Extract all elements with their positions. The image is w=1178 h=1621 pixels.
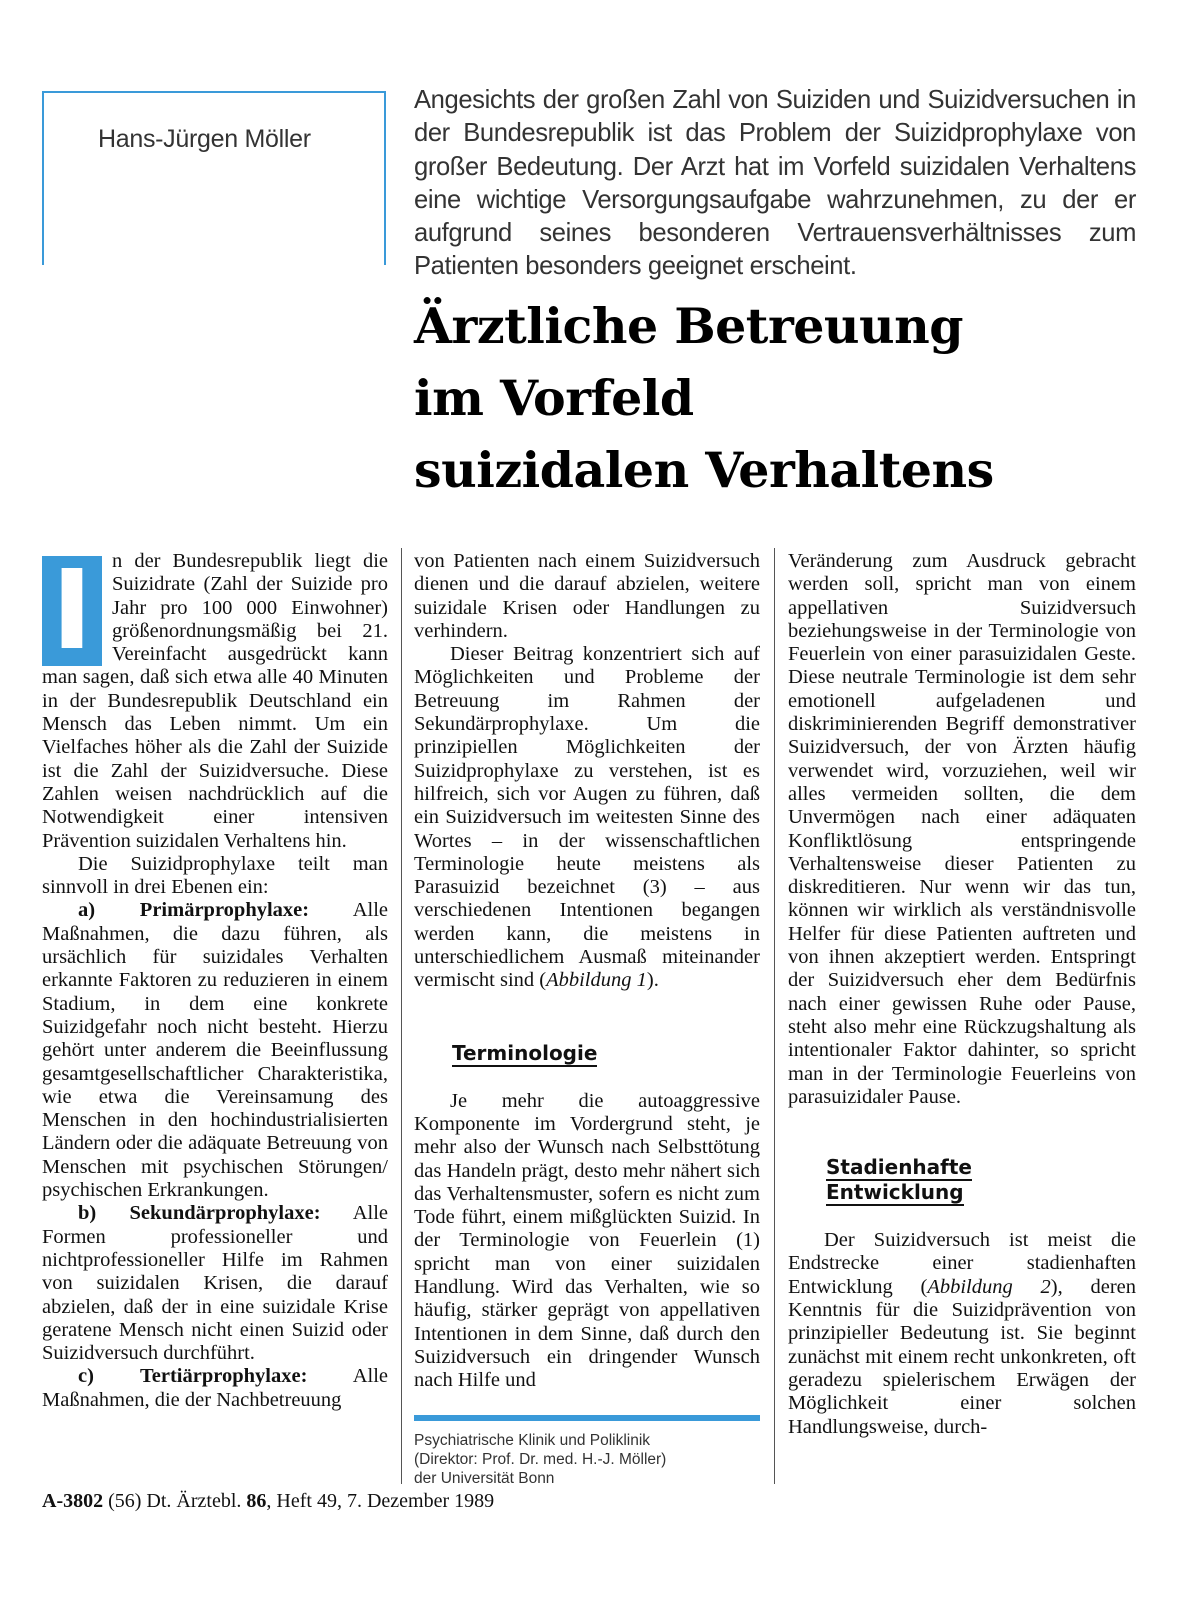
citation: (56) Dt. Ärztebl. bbox=[103, 1490, 247, 1512]
affiliation-line: (Direktor: Prof. Dr. med. H.-J. Möller) bbox=[414, 1450, 667, 1468]
paragraph-text: ). bbox=[646, 969, 659, 992]
body-paragraph: Die Suizidprophylaxe teilt man sinnvoll in drei Ebenen ein: bbox=[42, 852, 388, 899]
list-item-secondary bbox=[42, 1202, 388, 1365]
drop-cap bbox=[42, 546, 102, 674]
footnote-rule bbox=[414, 1415, 760, 1421]
list-item-primary bbox=[42, 899, 388, 1202]
paragraph-text: Dieser Beitrag konzentriert sich auf Möglichkeiten und Probleme der Betreuung im Rahmen der Sekundärprophylaxe. Um die prinzipiellen Möglichkeiten der Suizidprophylaxe zu verstehen, ist es hilfreich, sich vor Augen zu führen, daß ein Suizidversuch im weitesten Sinne des Wortes – in der wissenschaftlichen Terminologie heute meistens als Parasuizid bezeichnet (3) – aus verschiedenen Intentionen begangen werden kann, die meistens in unterschiedlichem Ausmaß miteinander vermischt sind ( bbox=[414, 643, 760, 992]
body-paragraph bbox=[414, 643, 760, 992]
body-paragraph: von Patienten nach einem Suizidversuch dienen und die darauf abzielen, weitere suizidale Krisen oder Handlungen zu verhindern. bbox=[414, 550, 760, 642]
heading-text: Stadienhafte bbox=[826, 1155, 972, 1180]
body-paragraph: n der Bundesrepublik liegt die Suizidrate (Zahl der Suizide pro Jahr pro 100 000 Einwohner) größenordnungsmäßig bei 21. Vereinfacht ausgedrückt kann man sagen, daß sich etwa alle 40 Minuten in der Bundesrepublik Deutschland ein Mensch das Leben nimmt. Um ein Vielfaches höher als die Zahl der Suizide ist die Zahl der Suizidversuche. Diese Zahlen weisen nachdrücklich auf die Notwendigkeit einer intensiven Prävention suizidalen Verhaltens hin. bbox=[42, 550, 388, 852]
section-heading bbox=[452, 1041, 760, 1066]
list-text: Alle Maßnahmen, die der Nachbetreuung bbox=[42, 1365, 388, 1411]
affiliation-line: der Universität Bonn bbox=[414, 1469, 555, 1487]
list-text: Alle Formen professioneller und nichtprofessioneller Hilfe im Rahmen von suizidalen Krisen, die darauf abzielen, daß der in eine suizidale Krise geratene Mensch nicht einen Suizid oder Suizidversuch durchführt. bbox=[42, 1202, 388, 1365]
title-line-3: suizidalen Verhaltens bbox=[414, 441, 994, 499]
article-title bbox=[414, 290, 994, 506]
column-divider bbox=[774, 548, 775, 1484]
column-3 bbox=[788, 550, 1136, 1439]
drop-cap-letter: I bbox=[51, 546, 93, 674]
page-footer bbox=[42, 1490, 494, 1513]
author-name: Hans-Jürgen Möller bbox=[98, 125, 311, 153]
list-label: b) Sekundärprophylaxe: bbox=[78, 1202, 321, 1225]
heading-text: Terminologie bbox=[452, 1040, 598, 1065]
body-paragraph: Je mehr die autoaggressive Komponente im Vordergrund steht, je mehr also der Wunsch nach Selbsttötung das Handeln prägt, desto mehr nähert sich das Verhaltensmuster, sofern es nicht zum Tode führt, einem mißglückten Suizid. In der Terminologie von Feuerlein (1) spricht man von einer suizidalen Handlung. Wird das Verhalten, wie so häufig, stärker geprägt von appellativen Intentionen in dem Sinne, daß durch den Suizidversuch ein dringender Wunsch nach Hilfe und bbox=[414, 1089, 760, 1392]
citation: , Heft 49, 7. Dezember 1989 bbox=[266, 1490, 495, 1512]
paragraph-text: ), deren Kenntnis für die Suizidprävention von prinzipieller Bedeutung ist. Sie beginnt zunächst mit einem recht unkonkreten, oft geradezu spielerischem Erwägen der Möglichkeit einer solchen Handlungsweise, durch- bbox=[788, 1275, 1136, 1438]
column-divider bbox=[401, 548, 402, 1484]
title-line-2: im Vorfeld bbox=[414, 369, 694, 427]
list-item-tertiary bbox=[42, 1365, 388, 1412]
list-label: a) Primärprophylaxe: bbox=[78, 899, 310, 922]
page-number: A-3802 bbox=[42, 1490, 104, 1512]
affiliation-line: Psychiatrische Klinik und Poliklinik bbox=[414, 1431, 651, 1449]
author-box bbox=[42, 91, 386, 267]
body-paragraph bbox=[788, 1229, 1136, 1439]
section-heading bbox=[826, 1155, 1136, 1205]
list-text: Alle Maßnahmen, die dazu führen, als ursächlich für suizidales Verhalten erkannte Faktoren zu reduzieren in einem Stadium, in dem eine konkrete Suizidgefahr noch nicht besteht. Hierzu gehört unter anderem die Beeinflussung gesamtgesellschaftlicher Charakteristika, wie etwa die Vereinsamung des Menschen in den hochindustrialisierten Ländern oder die adäquate Betreuung von Menschen mit psychischen Störungen/ psychischen Erkrankungen. bbox=[42, 899, 388, 1202]
figure-reference: Abbildung 1 bbox=[546, 969, 647, 992]
list-label: c) Tertiärprophylaxe: bbox=[78, 1365, 308, 1388]
lead-paragraph: Angesichts der großen Zahl von Suiziden und Suizidversuchen in der Bundesrepublik ist das Problem der Suizidprophylaxe von großer Bedeutung. Der Arzt hat im Vorfeld suizidalen Verhaltens eine wichtige Versorgungsaufgabe wahrzunehmen, zu der er aufgrund seines besonderen Vertrauensverhältnisses zum Patienten besonders geeignet erscheint. bbox=[414, 86, 1136, 281]
figure-reference: Abbildung 2 bbox=[927, 1275, 1051, 1298]
column-2 bbox=[414, 550, 760, 1488]
column-1 bbox=[42, 546, 388, 1412]
heading-text: Entwicklung bbox=[826, 1180, 964, 1205]
paragraph-text: Der Suizidversuch ist meist die Endstrecke einer stadienhaften Entwicklung ( bbox=[788, 1229, 1136, 1298]
title-line-1: Ärztliche Betreuung bbox=[414, 297, 964, 355]
body-paragraph: Veränderung zum Ausdruck gebracht werden soll, spricht man von einem appellativen Suizidversuch beziehungsweise in der Terminologie von Feuerlein von einer parasuizidalen Geste. Diese neutrale Terminologie ist dem sehr emotionell aufgeladenen und diskriminierenden Begriff demonstrativer Suizidversuch, der von Ärzten häufig verwendet wird, vorzuziehen, weil wir alles vermeiden sollten, die dem Unvermögen nach einer adäquaten Konfliktlösung entspringende Verhaltensweise dieser Patienten zu diskreditieren. Nur wenn wir das tun, können wir wirklich als verständnisvolle Helfer für diese Patienten auftreten und von ihnen akzeptiert werden. Entspringt der Suizidversuch eher dem Bedürfnis nach einer gewissen Ruhe oder Pause, steht also mehr eine Rückzugshaltung als intentionaler Faktor dahinter, so spricht man in der Terminologie Feuerleins von parasuizidaler Pause. bbox=[788, 550, 1136, 1108]
volume-number: 86 bbox=[246, 1490, 267, 1512]
